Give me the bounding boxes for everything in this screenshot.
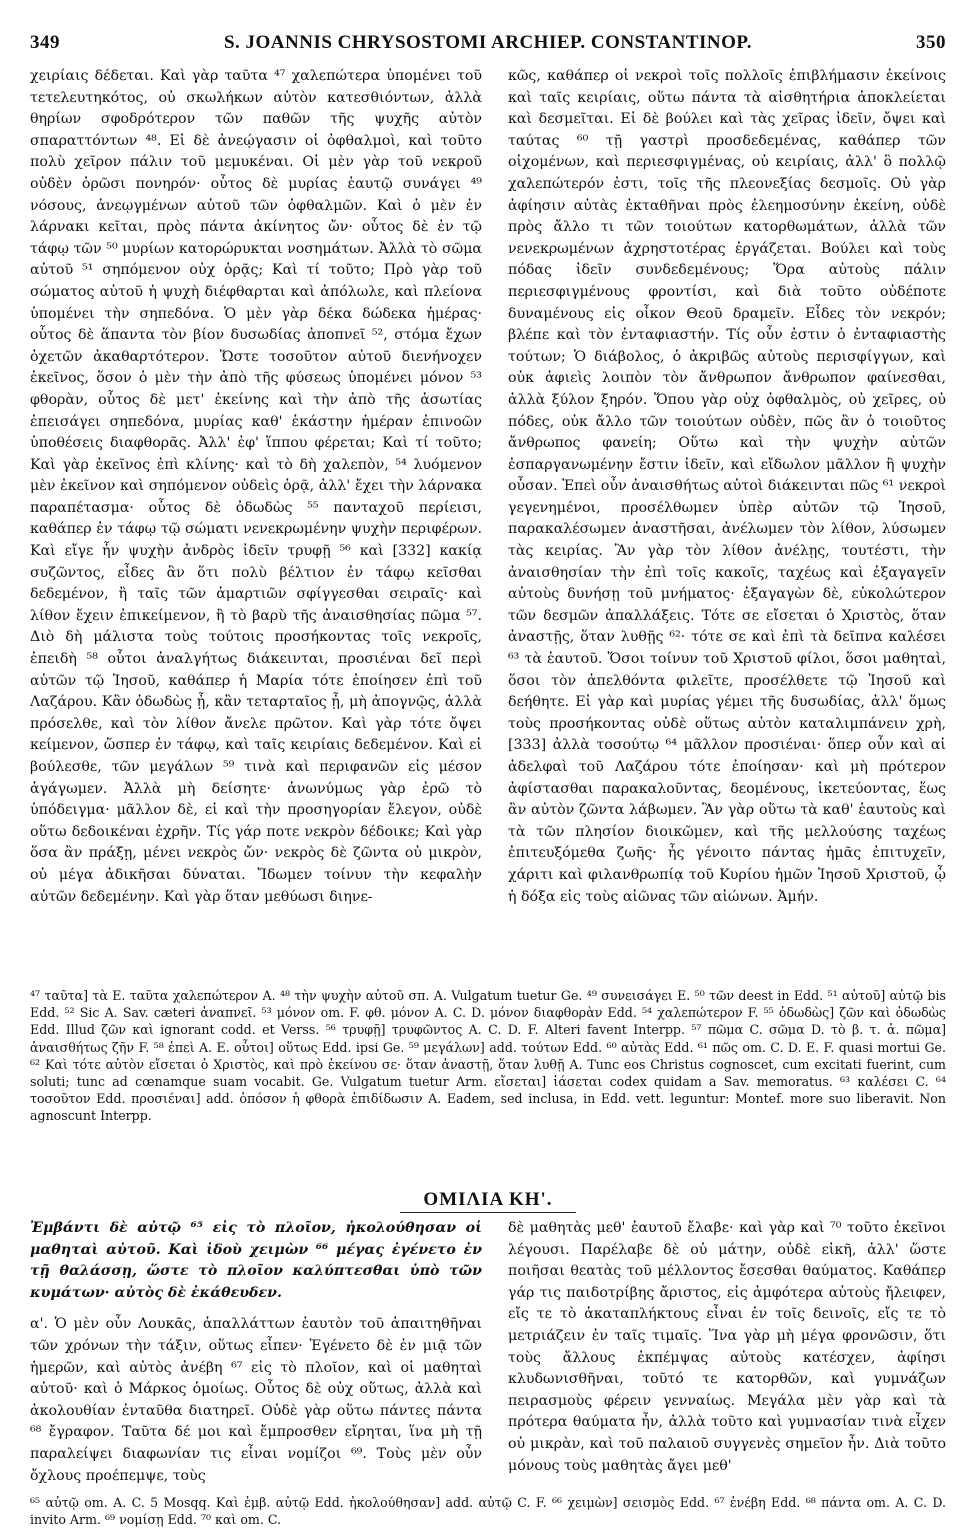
page-number-left: 349 [30, 32, 60, 53]
homily-left-paragraph: α'. Ὁ μὲν οὖν Λουκᾶς, ἀπαλλάττων ἑαυτὸν τοῦ ἀπαιτηθῆναι τῶν χρόνων τὴν τάξιν, οὕτως εἶπεν· Ἐγένετο δὲ ἐν μιᾷ τῶν ἡμερῶν, καὶ αὐτὸς ἀνέβη ⁶⁷ εἰς τὸ πλοῖον, καὶ οἱ μαθηταὶ αὐτοῦ· καὶ ὁ Μάρκος ὁμοίως. Οὗτος δὲ οὐχ οὕτως, ἀλλὰ καὶ ἀκολουθίαν ἐνταῦθα διατηρεῖ. Οὐδὲ γὰρ οὕτω πάντες πάντα ⁶⁸ ἔγραφον. Ταῦτα δέ μοι καὶ ἔμπροσθεν εἴρηται, ἵνα μὴ τῇ παραλείψει διαφωνίαν τις εἶναι νομίζοι ⁶⁹. Τοὺς μὲν οὖν ὄχλους προέπεμψε, τοὺς [30, 1316, 482, 1484]
footnotes-lower [30, 1494, 946, 1534]
homily-right-column [508, 1218, 946, 1488]
right-column-paragraph: κῶς, καθάπερ οἱ νεκροὶ τοῖς πολλοῖς ἐπιβλήμασιν ἐκείνοις καὶ ταῖς κειρίαις, οὕτω πάντα τὰ αἰσθητήρια ἀποκλείεται καὶ δεσμεῖται. Εἰ δὲ βούλει καὶ τὰς χεῖρας ἰδεῖν, ὄψει καὶ ταύτας ⁶⁰ τῇ γαστρὶ προσδεδεμένας, καθάπερ τῶν οἰχομένων, καὶ περιεσφιγμένας, οὐ κειρίαις, ἀλλ' ὃ πολλῷ χαλεπώτερόν ἐστι, τοῖς τῆς πλεονεξίας δεσμοῖς. Οὐ γὰρ ἀφίησιν αὐτὰς ἐκταθῆναι πρὸς ἐλεημοσύνην ἐκείνη, οὐδὲ πρὸς ἄλλο τι τῶν τοιούτων κατορθωμάτων, ἀλλὰ τῶν νενεκρωμένων ἀχρηστοτέρας ἐργάζεται. Βούλει καὶ τοὺς πόδας ἰδεῖν συνδεδεμένους; Ὅρα αὐτοὺς πάλιν περιεσφιγμένους φροντίσι, καὶ διὰ τοῦτο οὐδέποτε δυναμένους εἰς οἶκον Θεοῦ δραμεῖν. Εἶδες τὸν νεκρόν; βλέπε καὶ τὸν ἐνταφιαστήν. Τίς οὖν ἐστιν ὁ ἐνταφιαστὴς τούτων; Ὁ διάβολος, ὁ ἀκριβῶς αὐτοὺς περισφίγγων, καὶ οὐκ ἀφιεὶς λοιπὸν τὸν ἄνθρωπον ἄνθρωπον φαίνεσθαι, ἀλλὰ ξύλον ξηρόν. Ὅπου γὰρ οὐχ ὀφθαλμὸς, οὐ χεῖρες, οὐ πόδες, οὐκ ἄλλο τῶν τοιούτων οὐδὲν, πῶς ἂν ὁ τοιοῦτος ἄνθρωπος φανείη; Οὕτω καὶ τὴν ψυχὴν αὐτῶν ἐσπαργανωμένην ἔστιν ἰδεῖν, καὶ εἴδωλον μᾶλλον ἢ ψυχὴν οὖσαν. Ἐπεὶ οὖν ἀναισθήτως αὐτοὶ διάκεινται πῶς ⁶¹ νεκροὶ γεγενημένοι, προσέλθωμεν ὑπὲρ αὐτῶν τῷ Ἰησοῦ, παρακαλέσωμεν ἀναστῆσαι, ἀνέλωμεν τὸν λίθον, λύσωμεν τὰς κειρίας. Ἂν γὰρ τὸν λίθον ἀνέλῃς, τουτέστι, τὴν ἀναισθησίαν τὴν ἐπὶ τοῖς κακοῖς, ταχέως καὶ ἐξαγαγεῖν αὐτοὺς δυνήσῃ τοῦ μνήματος· ἐξαγαγὼν δὲ, εὐκολώτερον τῶν δεσμῶν ἀπαλλάξεις. Τότε σε εἴσεται ὁ Χριστὸς, ὅταν ἀναστῇς, ὅταν λυθῇς ⁶²· τότε σε καὶ ἐπὶ τὰ δεῖπνα καλέσει ⁶³ τὰ ἑαυτοῦ. Ὅσοι τοίνυν τοῦ Χριστοῦ φίλοι, ὅσοι μαθηταὶ, ὅσοι τὸν ἀπελθόντα φιλεῖτε, προσέλθετε τῷ Ἰησοῦ καὶ δεήθητε. Εἰ γὰρ καὶ μυρίας γέμει τῆς δυσωδίας, ἀλλ' ὅμως τοὺς προσήκοντας οὐδὲ οὕτως αὐτὸν καταλιμπάνειν χρὴ, [333] ἀλλὰ τοσούτῳ ⁶⁴ μᾶλλον προσιέναι· ὅπερ οὖν καὶ αἱ ἀδελφαὶ τοῦ Λαζάρου τότε ἐποίησαν· καὶ μὴ πρότερον ἀφίστασθαι παρακαλοῦντας, δεομένους, ἱκετεύοντας, ἕως ἂν αὐτὸν ζῶντα λάβωμεν. Ἂν γὰρ οὕτω τὰ καθ' ἑαυτοὺς καὶ τὰ τῶν πλησίον διοικῶμεν, καὶ τῆς μελλούσης ταχέως ἐπιτευξόμεθα ζωῆς· ἧς γένοιτο πάντας ἡμᾶς ἐπιτυχεῖν, χάριτι καὶ φιλανθρωπίᾳ τοῦ Κυρίου ἡμῶν Ἰησοῦ Χριστοῦ, ᾧ ἡ δόξα εἰς τοὺς αἰῶνας τῶν αἰώνων. Ἀμήν. [508, 68, 946, 905]
scripture-lemma: Ἐμβάντι δὲ αὐτῷ ⁶⁵ εἰς τὸ πλοῖον, ἠκολούθησαν οἱ μαθηταὶ αὐτοῦ. Καὶ ἰδοὺ χειμὼν ⁶⁶ μέγας ἐγένετο ἐν τῇ θαλάσσῃ, ὥστε τὸ πλοῖον καλύπτεσθαι ὑπὸ τῶν κυμάτων· αὐτὸς δὲ ἐκάθευδεν. [30, 1220, 482, 1301]
title-rule [400, 1212, 576, 1213]
page-number-right: 350 [916, 32, 946, 53]
right-column-text [508, 66, 946, 972]
homily-title: ΟΜΙΛΙΑ ΚΗ'. [423, 1189, 553, 1210]
footnotes-upper-text: ⁴⁷ ταῦτα] τὰ E. ταῦτα χαλεπώτερον A. ⁴⁸ τὴν ψυχὴν αὐτοῦ σπ. A. Vulgatum tuetur Ge. ⁴⁹ συνεισάγει E. ⁵⁰ τῶν deest in Edd. ⁵¹ αὐτοῦ] αὐτῷ bis Edd. ⁵² Sic A. Sav. cæteri ἀναπνεῖ. ⁵³ μόνον om. F. φθ. μόνον A. C. D. μόνον διαφθορὰν Edd. ⁵⁴ χαλεπώτερον F. ⁵⁵ ὀδωδὼς] ζῶν καὶ ὀδωδὼς Edd. Illud ζῶν καὶ ignorant codd. et Verss. ⁵⁶ τρυφῇ] τρυφῶντος A. C. D. F. Alteri favent Interpp. ⁵⁷ πῶμα C. σῶμα D. τὸ β. τ. ἀ. πῶμα] ἀναισθήτως ζῆν F. ⁵⁸ ἐπεὶ A. E. οὗτοι] οὕτως Edd. ipsi Ge. ⁵⁹ μεγάλων] add. τούτων Edd. ⁶⁰ αὐτὰς Edd. ⁶¹ πῶς om. C. D. E. F. quasi mortui Ge. ⁶² Καὶ τότε αὐτὸν εἴσεται ὁ Χριστὸς, καὶ πρὸ ἐκείνου σε· ὅταν ἀναστῇ, ὅταν λυθῇ A. Tunc eos Christus cognoscet, cum excitati fuerint, cum soluti; tunc ad cœnamque suam vocabit. Ge. Vulgatum tuetur Arm. εἴσεται] ἰάσεται codex quidam a Sav. memoratus. ⁶³ καλέσει C. ⁶⁴ τοσοῦτον Edd. προσιέναι] add. ὁπόσον ἡ φθορὰ ἐπιδίδωσιν A. Eadem, sed inclusa, in Edd. vett. leguntur: Montef. more suo liberavit. Non agnoscunt Interpp. [30, 988, 946, 1124]
homily-right-paragraph: δὲ μαθητὰς μεθ' ἑαυτοῦ ἔλαβε· καὶ γὰρ καὶ ⁷⁰ τοῦτο ἐκεῖνοι λέγουσι. Παρέλαβε δὲ οὐ μάτην, οὐδὲ εἰκῆ, ἀλλ' ὥστε ποιῆσαι θεατὰς τοῦ μέλλοντος ἔσεσθαι θαύματος. Καθάπερ γάρ τις παιδοτρίβης ἄριστος, εἰς ἀμφότερα αὐτοὺς ἤλειφεν, εἴς τε τὸ ἀκαταπλήκτους εἶναι ἐν τοῖς δεινοῖς, εἴς τε τὸ μετριάζειν ἐν ταῖς τιμαῖς. Ἵνα γὰρ μὴ μέγα φρονῶσιν, ὅτι τοὺς ἄλλους ἐκπέμψας αὐτοὺς κατέσχεν, ἀφίησι κλυδωνισθῆναι, τοῦτό τε κατορθῶν, καὶ γυμνάζων πειρασμοὺς φέρειν γενναίως. Μεγάλα μὲν γὰρ καὶ τὰ πρότερα θαύματα ἦν, ἀλλὰ τοῦτο καὶ γυμνασίαν τινὰ εἶχεν οὐ μικρὰν, καὶ τοῦ παλαιοῦ συγγενὲς σημεῖον ἦν. Διὰ τοῦτο μόνους τοὺς μαθητὰς ἄγει μεθ' [508, 1220, 946, 1474]
left-column-text [30, 66, 482, 972]
footnotes-lower-text: ⁶⁵ αὐτῷ om. A. C. 5 Mosqq. Καὶ ἐμβ. αὐτῷ Edd. ἠκολούθησαν] add. αὐτῷ C. F. ⁶⁶ χειμὼν] σεισμὸς Edd. ⁶⁷ ἐνέβη Edd. ⁶⁸ πάντα om. A. C. D. invito Arm. ⁶⁹ νομίσῃ Edd. ⁷⁰ καὶ om. C. [30, 1495, 946, 1528]
left-column-paragraph: χειρίαις δέδεται. Καὶ γὰρ ταῦτα ⁴⁷ χαλεπώτερα ὑπομένει τοῦ τετελευτηκότος, οὐ σκωλήκων αὐτὸν κατεσθιόντων, ἀλλὰ θηρίων σφοδρότερον τῶν παθῶν τῆς ψυχῆς αὐτὸν σπαραττόντων ⁴⁸. Εἰ δὲ ἀνεῴγασιν οἱ ὀφθαλμοὶ, καὶ τοῦτο πολὺ χεῖρον πάλιν τοῦ μεμυκέναι. Οἱ μὲν γὰρ τοῦ νεκροῦ οὐδὲν ὁρῶσι πονηρόν· οὗτος δὲ μυρίας ἑαυτῷ συνάγει ⁴⁹ νόσους, ἀνεῳγμένων αὐτοῦ τῶν ὀφθαλμῶν. Καὶ ὁ μὲν ἐν λάρνακι κεῖται, πρὸς πάντα ἀκίνητος ὤν· οὗτος δὲ ἐν τῷ τάφῳ τῶν ⁵⁰ μυρίων κατορώρυκται νοσημάτων. Ἀλλὰ τὸ σῶμα αὐτοῦ ⁵¹ σηπόμενον οὐχ ὁρᾷς; Καὶ τί τοῦτο; Πρὸ γὰρ τοῦ σώματος αὐτοῦ ἡ ψυχὴ διέφθαρται καὶ ἀπόλωλε, καὶ πλείονα ὑπομένει τὴν σηπεδόνα. Ὁ μὲν γὰρ δέκα δώδεκα ἡμέρας· οὗτος δὲ ἅπαντα τὸν βίον δυσωδίας ἀποπνεῖ ⁵², στόμα ἔχων ὀχετῶν ἀκαθαρτότερον. Ὥστε τοσοῦτον αὐτοῦ διενήνοχεν ἐκεῖνος, ὅσον ὁ μὲν τὴν ἀπὸ τῆς φύσεως ὑπομένει μόνον ⁵³ φθορὰν, οὗτος δὲ μετ' ἐκείνης καὶ τὴν ἀπὸ τῆς ἀσωτίας ἐπεισάγει σηπεδόνα, μυρίας καθ' ἑκάστην ἡμέραν ἐπινοῶν ὑποθέσεις διαφθορᾶς. Ἀλλ' ἐφ' ἵππου φέρεται; Καὶ τί τοῦτο; Καὶ γὰρ ἐκεῖνος ἐπὶ κλίνης· καὶ τὸ δὴ χαλεπὸν, ⁵⁴ λυόμενον μὲν ἐκεῖνον καὶ σηπόμενον οὐδεὶς ὁρᾷ, ἀλλ' ἔχει τὴν λάρνακα παραπέτασμα· οὗτος δὲ ὀδωδὼς ⁵⁵ πανταχοῦ περίεισι, καθάπερ ἐν τάφῳ τῷ σώματι νενεκρωμένην ψυχὴν περιφέρων. Καὶ εἴγε ἦν ψυχὴν ἀνδρὸς ἰδεῖν τρυφῇ ⁵⁶ καὶ [332] κακίᾳ συζῶντος, εἶδες ἂν ὅτι πολὺ βέλτιον ἐν τάφῳ κεῖσθαι δεδεμένον, ἢ ταῖς τῶν ἁμαρτιῶν σφίγγεσθαι σειραῖς· καὶ λίθον ἔχειν ἐπικείμενον, ἢ τὸ βαρὺ τῆς ἀναισθησίας πῶμα ⁵⁷. Διὸ δὴ μάλιστα τοὺς τούτοις προσήκοντας τοῖς νεκροῖς, ἐπειδὴ ⁵⁸ οὗτοι ἀναλγήτως διάκεινται, προσιέναι δεῖ περὶ αὐτῶν τῷ Ἰησοῦ, καθάπερ ἡ Μαρία τότε ἐποίησεν ἐπὶ τοῦ Λαζάρου. Κἂν ὀδωδὼς ᾖ, κἂν τεταρταῖος ᾖ, μὴ ἀπογνῷς, ἀλλὰ πρόσελθε, καὶ τὸν λίθον ἄνελε πρῶτον. Καὶ γὰρ τότε ὄψει κείμενον, ὥσπερ ἐν τάφῳ, καὶ ταῖς κειρίαις δεδεμένον. Καὶ εἰ βούλεσθε, τῶν μεγάλων ⁵⁹ τινὰ καὶ περιφανῶν εἰς μέσον ἀγάγωμεν. Ἀλλὰ μὴ δείσητε· ἀνωνύμως γὰρ ἐρῶ τὸ ὑπόδειγμα· μᾶλλον δὲ, εἰ καὶ τὴν προσηγορίαν ἔλεγον, οὐδὲ οὕτω δεδοικέναι ἐχρῆν. Τίς γάρ ποτε νεκρὸν δέδοικε; Καὶ γὰρ ὅσα ἂν πράξῃ, μένει νεκρὸς ὤν· νεκρὸς δὲ ζῶντα οὐ μικρὸν, οὐ μέγα ἀδικῆσαι δύναται. Ἴδωμεν τοίνυν τὴν κεφαλὴν αὐτῶν δεδεμένην. Καὶ γὰρ ὅταν μεθύωσι διηνε- [30, 68, 482, 905]
spacer [30, 1304, 482, 1314]
homily-left-column [30, 1218, 482, 1488]
footnotes-upper [30, 987, 946, 1169]
running-header [30, 32, 946, 58]
running-title: S. JOANNIS CHRYSOSTOMI ARCHIEP. CONSTANTINOP. [223, 32, 753, 53]
